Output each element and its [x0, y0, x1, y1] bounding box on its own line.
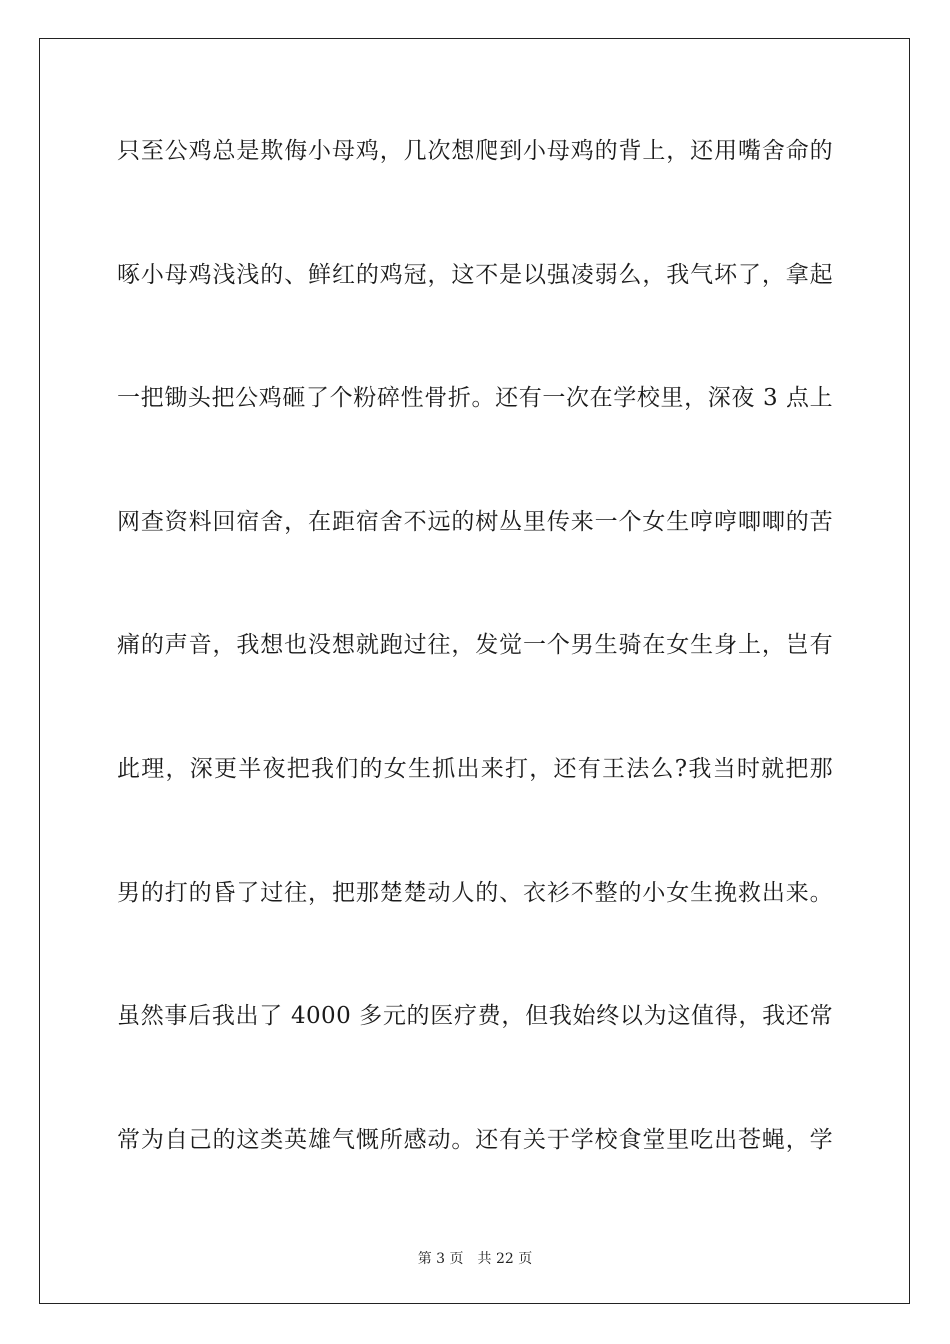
page-total: 共 22 页	[477, 1251, 533, 1267]
page-footer	[0, 1248, 950, 1268]
text-line: 只至公鸡总是欺侮小母鸡，几次想爬到小母鸡的背上，还用嘴舍命的	[117, 138, 833, 164]
text-line: 啄小母鸡浅浅的、鲜红的鸡冠，这不是以强凌弱么，我气坏了，拿起	[117, 261, 833, 288]
text-line: 虽然事后我出了 4000 多元的医疗费，但我始终以为这值得，我还常	[117, 1003, 833, 1030]
document-body	[117, 126, 833, 1238]
text-line: 男的打的昏了过往，把那楚楚动人的、衣衫不整的小女生挽救出来。	[117, 879, 833, 906]
text-line: 网查资料回宿舍，在距宿舍不远的树丛里传来一个女生哼哼唧唧的苦	[117, 508, 833, 535]
text-line: 痛的声音，我想也没想就跑过往，发觉一个男生骑在女生身上，岂有	[117, 632, 833, 659]
text-line: 此理，深更半夜把我们的女生抓出来打，还有王法么?我当时就把那	[117, 755, 833, 782]
text-line: 一把锄头把公鸡砸了个粉碎性骨折。还有一次在学校里，深夜 3 点上	[117, 385, 833, 412]
text-line: 常为自己的这类英雄气慨所感动。还有关于学校食堂里吃出苍蝇，学	[117, 1126, 833, 1153]
page-number: 第 3 页	[417, 1251, 464, 1267]
